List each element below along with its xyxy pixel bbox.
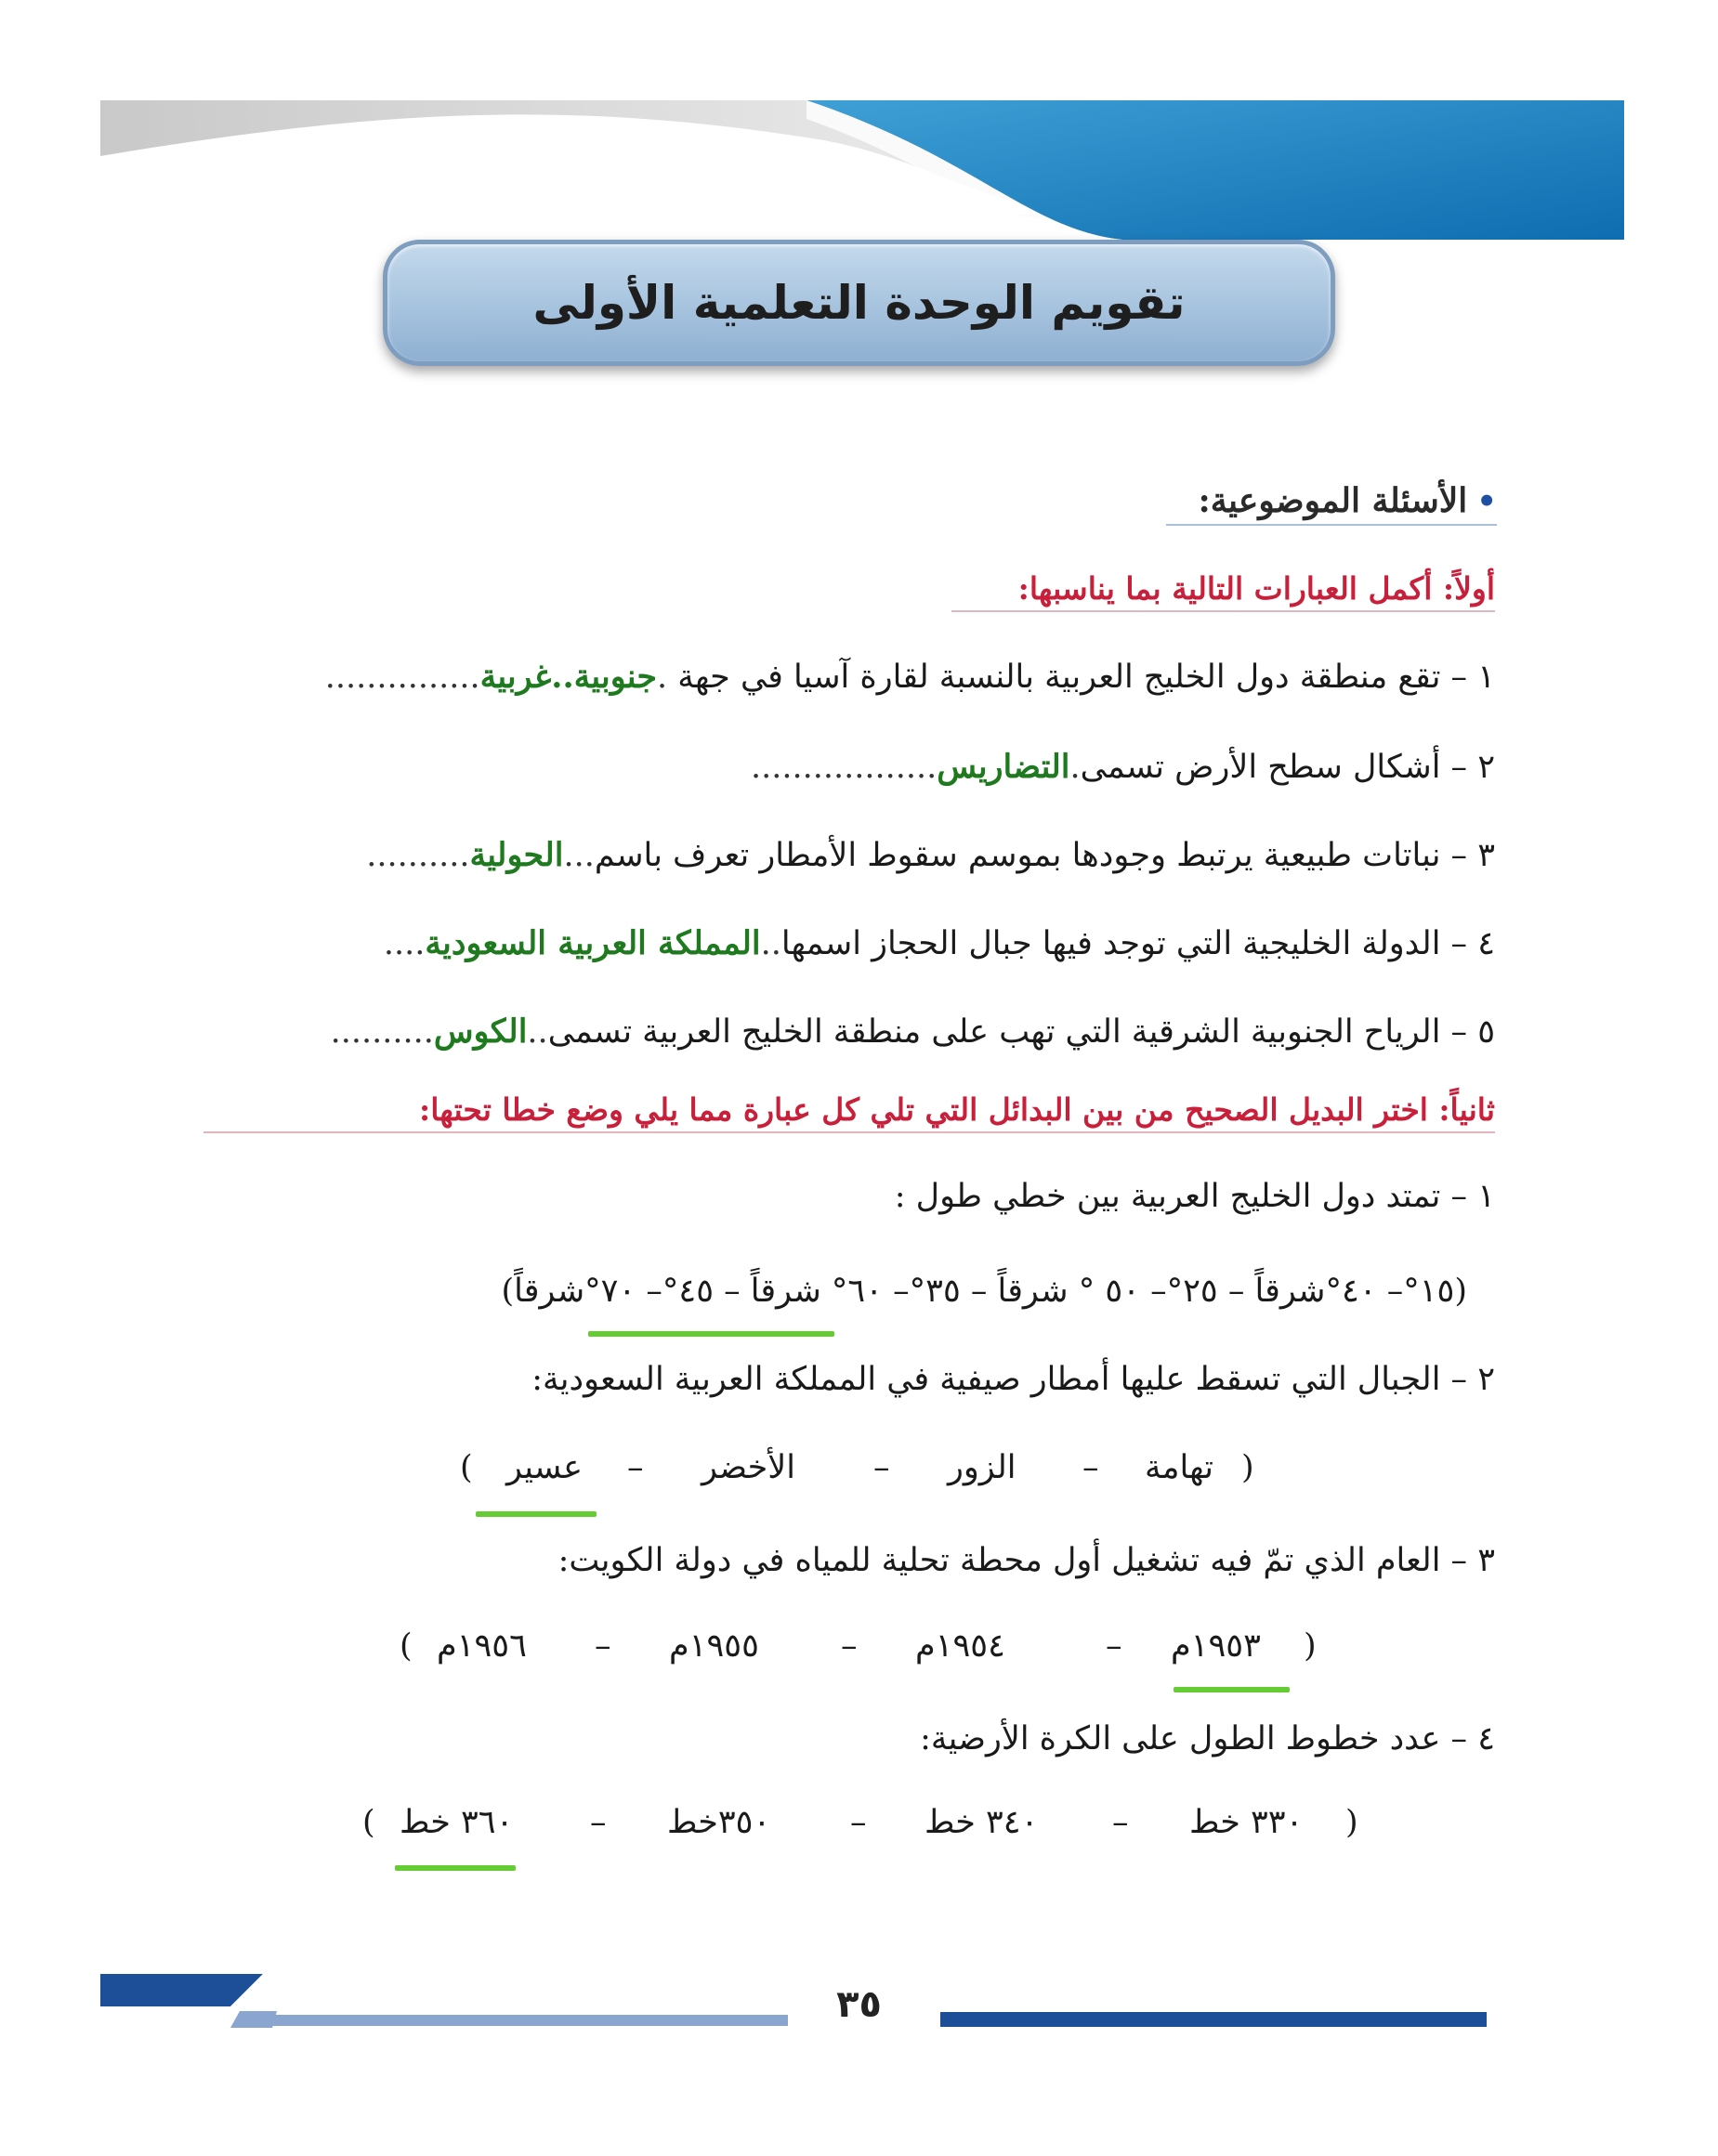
fill-answer: الحولية [469, 836, 564, 874]
choice-question-1: ١ – تمتد دول الخليج العربية بين خطي طول : [894, 1178, 1495, 1215]
answer-underline [476, 1511, 597, 1517]
section-heading-text: الأسئلة الموضوعية: [1198, 481, 1468, 520]
fill-item-1: ١ – تقع منطقة دول الخليج العربية بالنسبة لقارة آسيا في جهة .جنوبية..غربية............... [324, 658, 1495, 696]
fill-answer: المملكة العربية السعودية [425, 924, 761, 962]
fill-item-text: ٤ – الدولة الخليجية التي توجد فيها جبال الحجاز اسمها [780, 925, 1495, 962]
answer-underline [588, 1331, 834, 1337]
choice-option: الزور [948, 1449, 1016, 1486]
choice-option: ١٩٥٦م [437, 1627, 527, 1665]
choice-option: الأخضر [702, 1449, 795, 1486]
choice-question-3: ٣ – العام الذي تمّ فيه تشغيل أول محطة تحلية للمياه في دولة الكويت: [557, 1542, 1495, 1579]
footer-bar-left [100, 1974, 788, 2032]
page-title: تقويم الوحدة التعلمية الأولى [532, 276, 1186, 330]
part1-heading: أولاً: أكمل العبارات التالية بما يناسبها: [951, 570, 1495, 612]
fill-item-2: ٢ – أشكال سطح الأرض تسمى.التضاريس.................. [751, 748, 1495, 786]
section-heading [1166, 481, 1497, 526]
choice-question-4: ٤ – عدد خطوط الطول على الكرة الأرضية: [920, 1720, 1495, 1757]
choice-option: ١٩٥٣م [1171, 1627, 1261, 1665]
choice-option: ٣٣٠ خط [1189, 1804, 1304, 1841]
choice-option: تهامة [1145, 1449, 1214, 1486]
fill-answer: الكوس [433, 1013, 528, 1051]
fill-item-4: ٤ – الدولة الخليجية التي توجد فيها جبال الحجاز اسمها..المملكة العربية السعودية.... [383, 924, 1495, 962]
page-number: ٣٥ [836, 1983, 882, 2026]
title-banner [383, 240, 1335, 366]
fill-answer: التضاريس [937, 748, 1070, 786]
choice-option: عسير [506, 1449, 583, 1486]
fill-item-text: ٢ – أشكال سطح الأرض تسمى [1080, 749, 1495, 786]
fill-item-5: ٥ – الرياح الجنوبية الشرقية التي تهب على منطقة الخليج العربية تسمى..الكوس.......... [330, 1013, 1495, 1051]
footer-bar-right [940, 2012, 1487, 2027]
fill-item-3: ٣ – نباتات طبيعية يرتبط وجودها بموسم سقوط الأمطار تعرف باسم...الحولية.......... [366, 836, 1495, 874]
bullet-icon: • [1476, 483, 1497, 520]
fill-item-text: ١ – تقع منطقة دول الخليج العربية بالنسبة لقارة آسيا في جهة [667, 659, 1495, 696]
answer-underline [395, 1865, 516, 1871]
choice-option: ٣٤٠ خط [925, 1804, 1039, 1841]
answer-underline [1174, 1687, 1290, 1692]
fill-item-text: ٣ – نباتات طبيعية يرتبط وجودها بموسم سقوط الأمطار تعرف باسم [594, 837, 1495, 874]
fill-item-text: ٥ – الرياح الجنوبية الشرقية التي تهب على منطقة الخليج العربية تسمى [547, 1013, 1495, 1051]
choice-option: ١٩٥٥م [669, 1627, 759, 1665]
choice-option: ١٩٥٤م [915, 1627, 1005, 1665]
fill-answer: جنوبية..غربية [479, 658, 658, 696]
choice-options-1: (١٥°– ٤٠°شرقاً – ٢٥°– ٥٠ ° شرقاً – ٣٥°– ٦٠° شرقاً – ٤٥°– ٧٠°شرقاً) [501, 1273, 1467, 1310]
part2-heading: ثانياً: اختر البديل الصحيح من بين البدائل التي تلي كل عبارة مما يلي وضع خطا تحتها: [203, 1091, 1495, 1133]
choice-option: ٣٥٠خط [667, 1804, 771, 1841]
header-banner [100, 100, 1624, 240]
choice-option: ٣٦٠ خط [400, 1804, 514, 1841]
choice-question-2: ٢ – الجبال التي تسقط عليها أمطار صيفية في المملكة العربية السعودية: [531, 1361, 1495, 1398]
